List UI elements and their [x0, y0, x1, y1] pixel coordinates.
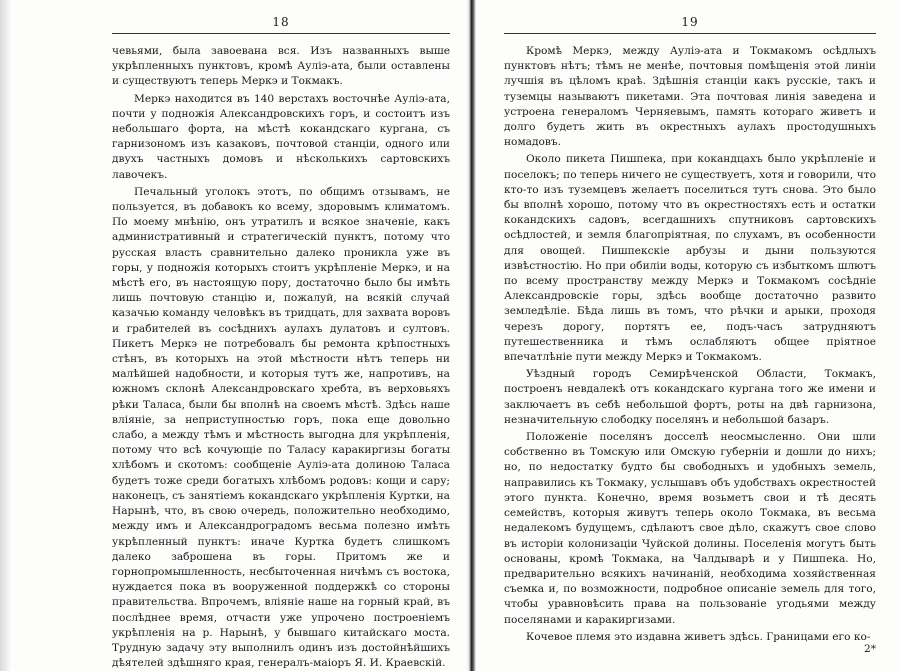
right-page-number: 19: [681, 15, 699, 29]
left-page-number: 18: [272, 15, 290, 29]
paragraph: Печальный уголокъ этотъ, по общимъ отзывамъ, не пользуется, въ добавокъ ко всему, здоровымъ климатомъ. По моему мнѣнію, онъ утратилъ и всякое значеніе, какъ административный и стратегическій пунктъ, потому что русская власть сравнительно далеко проникла уже въ горы, у подножія которыхъ стоитъ укрѣпленіе Меркэ, и на мѣстѣ его, въ настоящую пору, достаточно было бы имѣть лишь почтовую станцію и, пожалуй, на всякій случай казачью команду человѣкъ въ тридцать, для захвата воровъ и грабителей въ сосѣднихъ аулахъ дулатовъ и султовъ. Пикетъ Меркэ не потребовалъ бы ремонта крѣпостныхъ стѣнъ, въ которыхъ на этой мѣстности нѣтъ теперь ни малѣйшей надобности, и которыя тутъ же, напротивъ, на южномъ склонѣ Александровскаго хребта, въ верховьяхъ рѣки Таласа, были бы вполнѣ на своемъ мѣстѣ. Здѣсь наше вліяніе, за неприступностью горъ, пока еще довольно слабо, а между тѣмъ и мѣстность выгодна для укрѣпленія, потому что всѣ кочующіе по Таласу каракиргизы богаты хлѣбомъ и скотомъ: сообщеніе Ауліэ-ата долиною Таласа будетъ тоже среди богатыхъ хлѣбомъ родовъ: кощи и сару; наконецъ, съ занятіемъ кокандскаго укрѣпленія Куртки, на Нарынѣ, что, въ свою очередь, положительно необходимо, между имъ и Александроградомъ весьма полезно имѣть укрѣпленный пунктъ: иначе Куртка будетъ слишкомъ далеко заброшена въ горы. Притомъ же и горнопромышленность, несбыточенная ничѣмъ съ востока, нуждается пока въ вооруженной поддержкѣ со стороны правительства. Впрочемъ, вліяніе наше на горный край, въ послѣднее время, отчасти уже упрочено построеніемъ укрѣпленія на р. Нарынѣ, у бывшаго китайскаго моста. Трудную задачу эту выполнилъ одинъ изъ достойнѣйшихъ дѣятелей здѣшняго края, генералъ-маіоръ Я. И. Краевскій.: [112, 185, 450, 670]
signature-mark: 2*: [863, 643, 876, 655]
paragraph: Кочевое племя это издавна живетъ здѣсь. Границами его ко-: [526, 630, 871, 643]
book-gutter: [466, 0, 476, 671]
paragraph: Кромѣ Меркэ, между Ауліэ-ата и Токмакомъ осѣдлыхъ пунктовъ нѣтъ; тѣмъ не менѣе, почтовыя помѣщенія этой линіи лучшія въ цѣломъ краѣ. Здѣшнія станціи какъ русскіе, такъ и туземцы называютъ пикетами. Эта почтовая линія заведена и устроена генераломъ Черняевымъ, память котораго живетъ и долго будетъ жить въ окрестныхъ аулахъ простодушныхъ номадовъ.: [504, 45, 876, 149]
right-page: [476, 0, 900, 671]
left-header-rule: [112, 33, 450, 34]
paragraph: Уѣздный городъ Семирѣченской Области, Токмакъ, построенъ невдалекѣ отъ кокандскаго кургана того же имени и заключаетъ въ себѣ небольшой фортъ, роты на двѣ гарнизона, незначительную слободку поселянъ и небольшой базаръ.: [504, 368, 876, 426]
paragraph: Около пикета Пишпека, при кокандцахъ было укрѣпленіе и поселокъ; по теперь ничего не существуетъ, хотя и говорили, что кто-то изъ туземцевъ желаетъ поселиться тутъ снова. Это было бы вполнѣ хорошо, потому что въ окрестностяхъ есть и остатки кокандскихъ садовъ, всегдашнихъ спутниковъ сартовскихъ осѣдлостей, и земля благопріятная, по слухамъ, въ особенности для овощей. Пишпекскіе арбузы и дыни пользуются извѣстностію. Но при обиліи воды, которую съ избыткомъ шлютъ по всему пространству между Меркэ и Токмакомъ сосѣдніе Александровскіе горы, здѣсь вообще достаточно развито земледѣліе. Бѣда лишь въ томъ, что рѣчки и арыки, проходя черезъ дорогу, портятъ ее, подъ-часъ затрудняютъ путешественника и тѣмъ ослабляютъ общее пріятное впечатлѣніе пути между Меркэ и Токмакомъ.: [504, 153, 876, 364]
right-header-rule: [504, 33, 876, 34]
right-page-text: [504, 44, 876, 645]
paragraph: Положеніе поселянъ досселѣ неосмысленно. Они шли собственно въ Томскую или Омскую губернiи и дошли до нихъ; но, по недостатку будто бы свободныхъ и удобныхъ земель, направились къ Токмаку, услышавъ объ удобствахъ окрестностей этого пункта. Конечно, время возьметъ свои и тѣ десять семействъ, которыя живутъ теперь около Токмака, въ весьма недалекомъ будущемъ, сдѣлаютъ свое дѣло, скажутъ свое слово въ исторіи колонизаціи Чуйской долины. Поселенія могутъ быть основаны, кромѣ Токмака, на Чалдыварѣ и у Пишпека. Но, предварительно всякихъ начинаній, необходима хозяйственная съемка и, по возможности, подробное описаніе земель для того, чтобы уравновѣсить права на пользованіе угодьями между поселянами и каракиргизами.: [504, 431, 876, 626]
left-page-text: [112, 44, 450, 671]
paragraph: Меркэ находится въ 140 верстахъ восточнѣе Ауліэ-ата, почти у подножія Александровскихъ горъ, и состоитъ изъ небольшаго форта, на мѣстѣ кокандскаго кургана, съ гарнизономъ изъ казаковъ, почтовой станціи, одного или двухъ частныхъ домовъ и нѣсколькихъ сартовскихъ лавочекъ.: [112, 92, 450, 181]
paragraph: чевьями, была завоевана вся. Изъ названныхъ выше укрѣпленныхъ пунктовъ, кромѣ Ауліэ-ата, были оставлены и существуютъ теперь Меркэ и Токмакъ.: [112, 45, 450, 88]
